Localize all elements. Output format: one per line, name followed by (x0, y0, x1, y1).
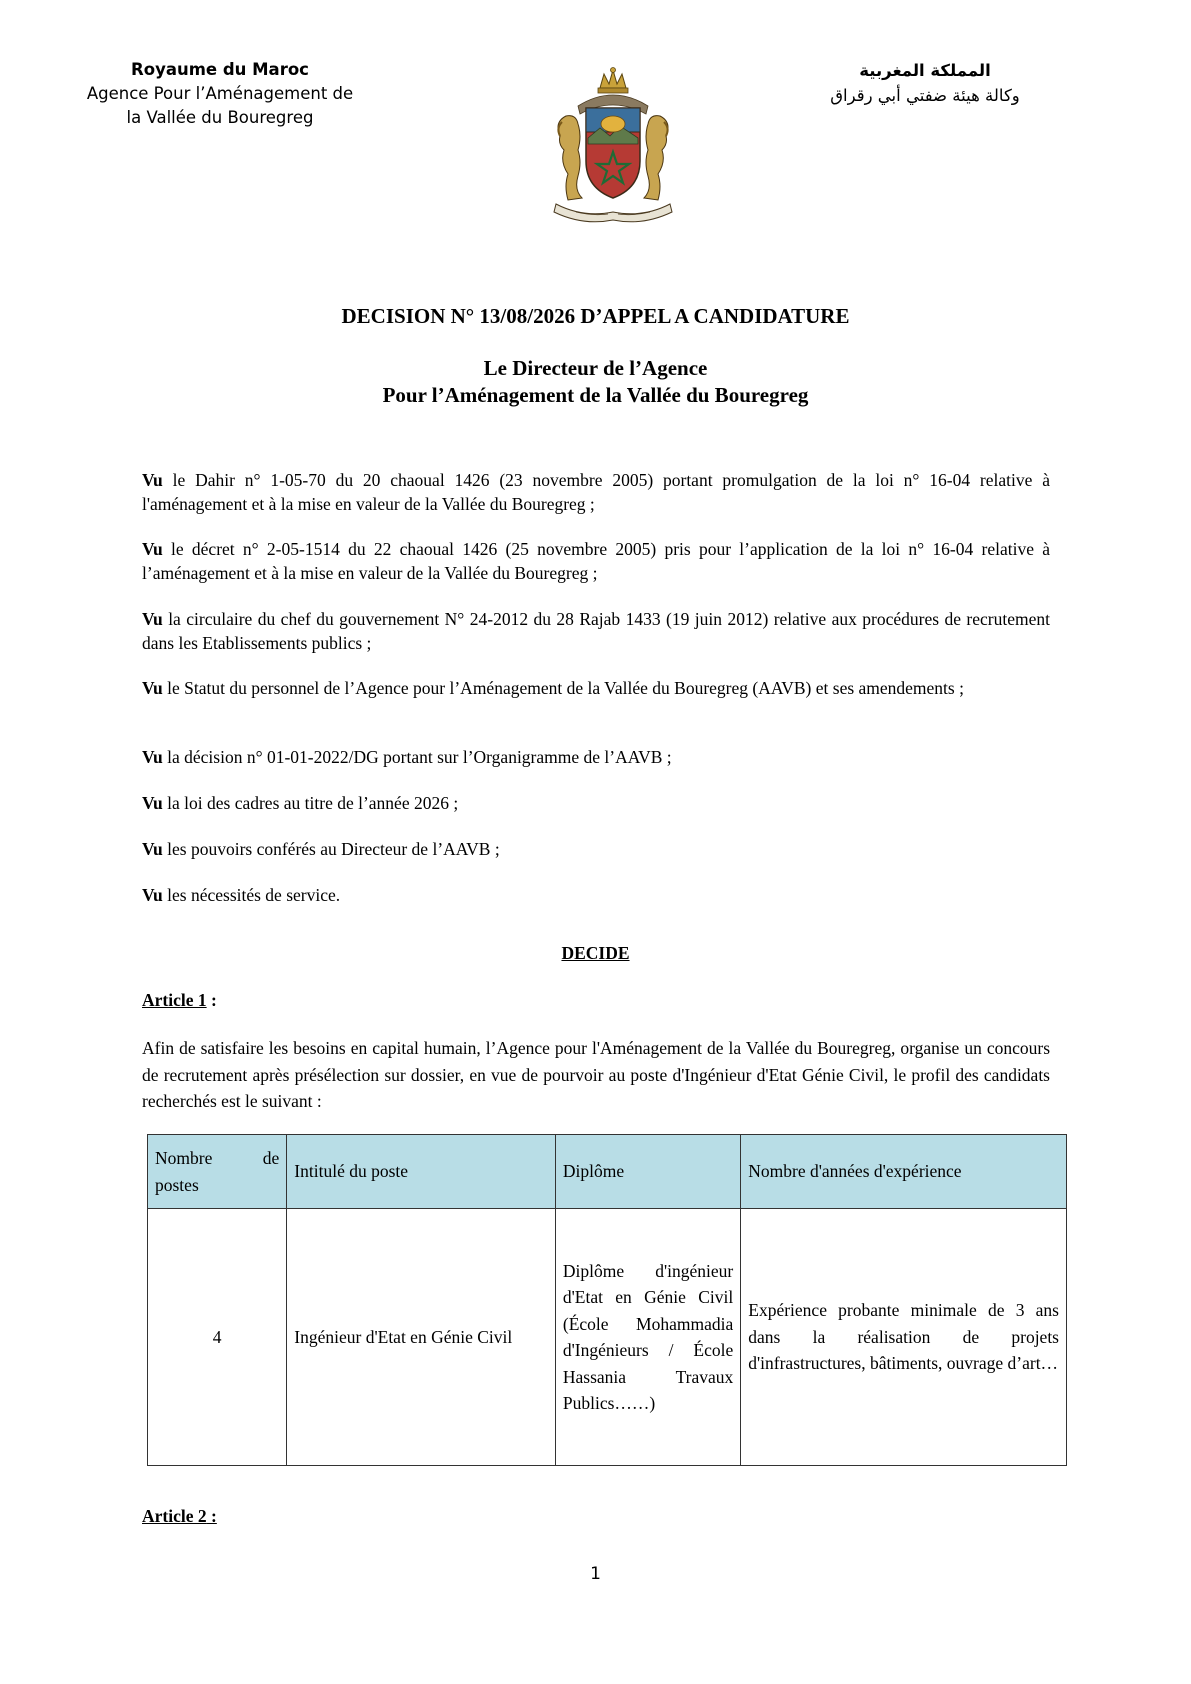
article-1-colon: : (206, 990, 217, 1010)
article-2-heading (142, 1506, 217, 1527)
vu-keyword: Vu (142, 539, 163, 559)
vu-keyword: Vu (142, 839, 163, 859)
vu-keyword: Vu (142, 747, 163, 767)
consideration-text: le décret n° 2-05-1514 du 22 chaoual 1426 (25 novembre 2005) pris pour l’application de la loi n° 16-04 relative à l’aménagement et à la mise en valeur de la Vallée du Bouregreg ; (142, 539, 1050, 583)
director-title-line1: Le Directeur de l’Agence (483, 356, 708, 380)
page-number: 1 (590, 1564, 601, 1584)
consideration-text: le Dahir n° 1-05-70 du 20 chaoual 1426 (23 novembre 2005) portant promulgation de la loi n° 16-04 relative à l'aménagement et à la mise en valeur de la Vallée du Bouregreg ; (142, 470, 1050, 514)
vu-keyword: Vu (142, 470, 163, 490)
header-intitule: Intitulé du poste (287, 1135, 556, 1209)
kingdom-name-fr: Royaume du Maroc (131, 60, 309, 79)
consideration-text: les pouvoirs conférés au Directeur de l’AAVB ; (162, 839, 500, 859)
consideration-6 (142, 791, 1050, 815)
decide-heading: DECIDE (561, 943, 630, 963)
article-1-text: Afin de satisfaire les besoins en capital humain, l’Agence pour l'Aménagement de la Vallée du Bouregreg, organise un concours de recrutement après présélection sur dossier, en vue de pourvoir au poste d'Ingénieur d'Etat Génie Civil, le profil des candidats recherchés est le suivant : (142, 1038, 1050, 1111)
vu-keyword: Vu (142, 609, 163, 629)
cell-nombre: 4 (148, 1209, 287, 1466)
article-2-label: Article 2 (142, 1506, 207, 1526)
article-1-label: Article 1 (142, 990, 207, 1010)
table-header-row (148, 1135, 1067, 1209)
header-right-block (800, 58, 1050, 108)
director-title-line2: Pour l’Aménagement de la Vallée du Bouregreg (382, 383, 809, 407)
consideration-4 (142, 676, 1050, 700)
table-row (148, 1209, 1067, 1466)
kingdom-name-ar: المملكة المغربية (859, 61, 991, 80)
cell-diplome: Diplôme d'ingénieur d'Etat en Génie Civil (École Mohammadia d'Ingénieurs / École Hassania Travaux Publics……) (555, 1209, 740, 1466)
consideration-2 (142, 537, 1050, 585)
cell-intitule: Ingénieur d'Etat en Génie Civil (287, 1209, 556, 1466)
vu-keyword: Vu (142, 885, 163, 905)
header-nombre-postes (148, 1135, 287, 1209)
header-diplome: Diplôme (555, 1135, 740, 1209)
consideration-text: la décision n° 01-01-2022/DG portant sur l’Organigramme de l’AAVB ; (162, 747, 672, 767)
header-left-block (60, 58, 380, 130)
moroccan-coat-of-arms-icon (538, 66, 688, 226)
article-1-heading (142, 990, 217, 1011)
header-nombre-postes-label: Nombre de postes (155, 1148, 280, 1195)
consideration-text: la circulaire du chef du gouvernement N° 24-2012 du 28 Rajab 1433 (19 juin 2012) relative aux procédures de recrutement dans les Etablissements publics ; (142, 609, 1050, 653)
consideration-8 (142, 883, 1050, 907)
candidate-profile-table (147, 1134, 1067, 1466)
consideration-text: la loi des cadres au titre de l’année 2026 ; (162, 793, 459, 813)
consideration-1 (142, 468, 1050, 516)
decision-title: DECISION N° 13/08/2026 D’APPEL A CANDIDATURE (341, 304, 850, 328)
consideration-7 (142, 837, 1050, 861)
header-experience: Nombre d'années d'expérience (741, 1135, 1067, 1209)
vu-keyword: Vu (142, 678, 163, 698)
agency-name-fr-line1: Agence Pour l’Aménagement de (86, 84, 354, 103)
consideration-text: le Statut du personnel de l’Agence pour l’Aménagement de la Vallée du Bouregreg (AAVB) et ses amendements ; (162, 678, 964, 698)
cell-experience: Expérience probante minimale de 3 ans dans la réalisation de projets d'infrastructures, bâtiments, ouvrage d’art… (741, 1209, 1067, 1466)
consideration-5 (142, 745, 1050, 769)
agency-name-fr-line2: la Vallée du Bouregreg (126, 108, 314, 127)
vu-keyword: Vu (142, 793, 163, 813)
agency-name-ar: وكالة هيئة ضفتي أبي رقراق (830, 86, 1020, 105)
consideration-text: les nécessités de service. (162, 885, 341, 905)
consideration-3 (142, 607, 1050, 655)
article-2-colon: : (206, 1506, 217, 1526)
